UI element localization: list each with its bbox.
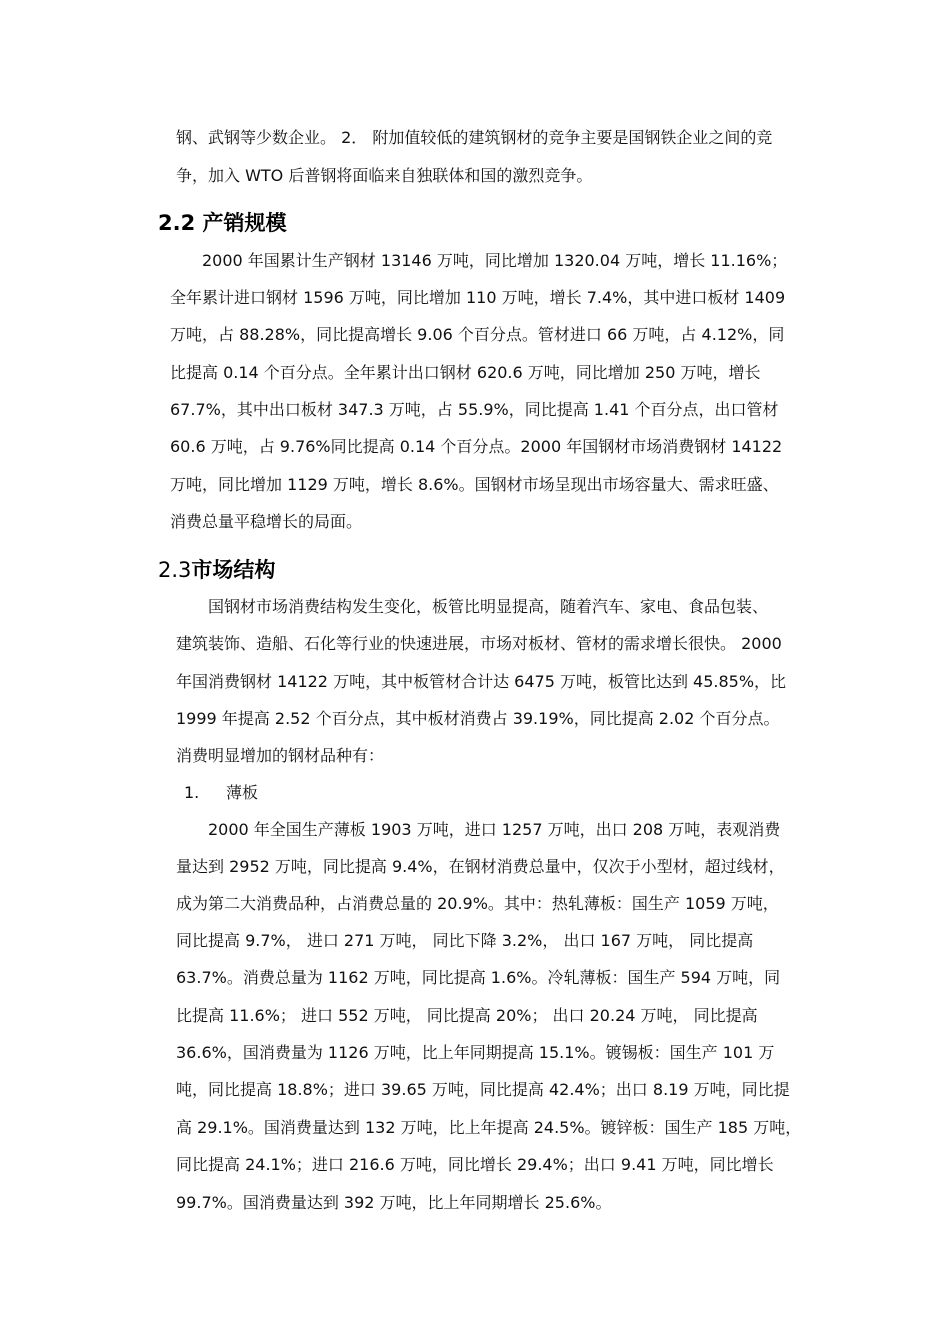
section-title: 产销规模 [202, 211, 287, 235]
section-number: 2.2 [158, 211, 196, 235]
paragraph-line: 消费明显增加的钢材品种有： [176, 746, 385, 765]
paragraph-line: 比提高 11.6%； 进口 552 万吨， 同比提高 20%； 出口 20.24 万吨， 同比提高 [176, 1006, 758, 1025]
section-title: 市场结构 [191, 558, 276, 582]
paragraph-line: 同比提高 9.7%， 进口 271 万吨， 同比下降 3.2%， 出口 167 万吨， 同比提高 [176, 931, 754, 950]
paragraph-line: 消费总量平稳增长的局面。 [170, 512, 363, 531]
paragraph-line: 量达到 2952 万吨，同比提高 9.4%，在钢材消费总量中，仅次于小型材，超过线材， [176, 857, 785, 876]
paragraph-line: 2000 年国累计生产钢材 13146 万吨，同比增加 1320.04 万吨，增长 11.16%； [202, 251, 788, 270]
section-heading-2-3 [158, 557, 275, 583]
paragraph-line: 年国消费钢材 14122 万吨，其中板管材合计达 6475 万吨，板管比达到 45.85%，比 [176, 672, 787, 691]
paragraph-line: 万吨，同比增加 1129 万吨，增长 8.6%。国钢材市场呈现出市场容量大、需求旺盛、 [170, 475, 779, 494]
paragraph-line: 高 29.1%。国消费量达到 132 万吨，比上年提高 24.5%。镀锌板：国生产 185 万吨， [176, 1118, 802, 1137]
paragraph-line: 吨，同比提高 18.8%；进口 39.65 万吨，同比提高 42.4%；出口 8.19 万吨，同比提 [176, 1080, 790, 1099]
paragraph-line: 建筑装饰、造船、石化等行业的快速进展，市场对板材、管材的需求增长很快。 2000 [176, 634, 782, 653]
list-item-label: 薄板 [226, 783, 259, 802]
paragraph-line: 99.7%。国消费量达到 392 万吨，比上年同期增长 25.6%。 [176, 1193, 612, 1212]
paragraph-line: 同比提高 24.1%；进口 216.6 万吨，同比增长 29.4%；出口 9.41 万吨，同比增长 [176, 1155, 774, 1174]
paragraph-line: 争，加入 WTO 后普钢将面临来自独联体和国的激烈竞争。 [176, 166, 593, 185]
section-number: 2.3 [158, 558, 192, 582]
paragraph-line: 2000 年全国生产薄板 1903 万吨，进口 1257 万吨，出口 208 万吨，表观消费 [208, 820, 781, 839]
paragraph-line: 36.6%，国消费量为 1126 万吨，比上年同期提高 15.1%。镀锡板：国生产 101 万 [176, 1043, 775, 1062]
section-heading-2-2 [158, 210, 287, 236]
paragraph-line: 67.7%，其中出口板材 347.3 万吨，占 55.9%，同比提高 1.41 个百分点，出口管材 [170, 400, 779, 419]
paragraph-line: 国钢材市场消费结构发生变化，板管比明显提高，随着汽车、家电、食品包装、 [208, 597, 769, 616]
paragraph-line: 63.7%。消费总量为 1162 万吨，同比提高 1.6%。冷轧薄板：国生产 594 万吨，同 [176, 968, 781, 987]
paragraph-line: 1999 年提高 2.52 个百分点，其中板材消费占 39.19%，同比提高 2.02 个百分点。 [176, 709, 780, 728]
paragraph-line: 成为第二大消费品种，占消费总量的 20.9%。其中：热轧薄板：国生产 1059 万吨， [176, 894, 779, 913]
paragraph-line: 60.6 万吨，占 9.76%同比提高 0.14 个百分点。2000 年国钢材市场消费钢材 14122 [170, 437, 783, 456]
paragraph-line: 全年累计进口钢材 1596 万吨，同比增加 110 万吨，增长 7.4%，其中进口板材 1409 [170, 288, 786, 307]
paragraph-line: 万吨，占 88.28%，同比提高增长 9.06 个百分点。管材进口 66 万吨，占 4.12%，同 [170, 325, 785, 344]
list-item-number: 1. [184, 783, 200, 802]
paragraph-line: 钢、武钢等少数企业。 2． 附加值较低的建筑钢材的竞争主要是国钢铁企业之间的竞 [176, 128, 773, 147]
paragraph-line: 比提高 0.14 个百分点。全年累计出口钢材 620.6 万吨，同比增加 250 万吨，增长 [170, 363, 761, 382]
